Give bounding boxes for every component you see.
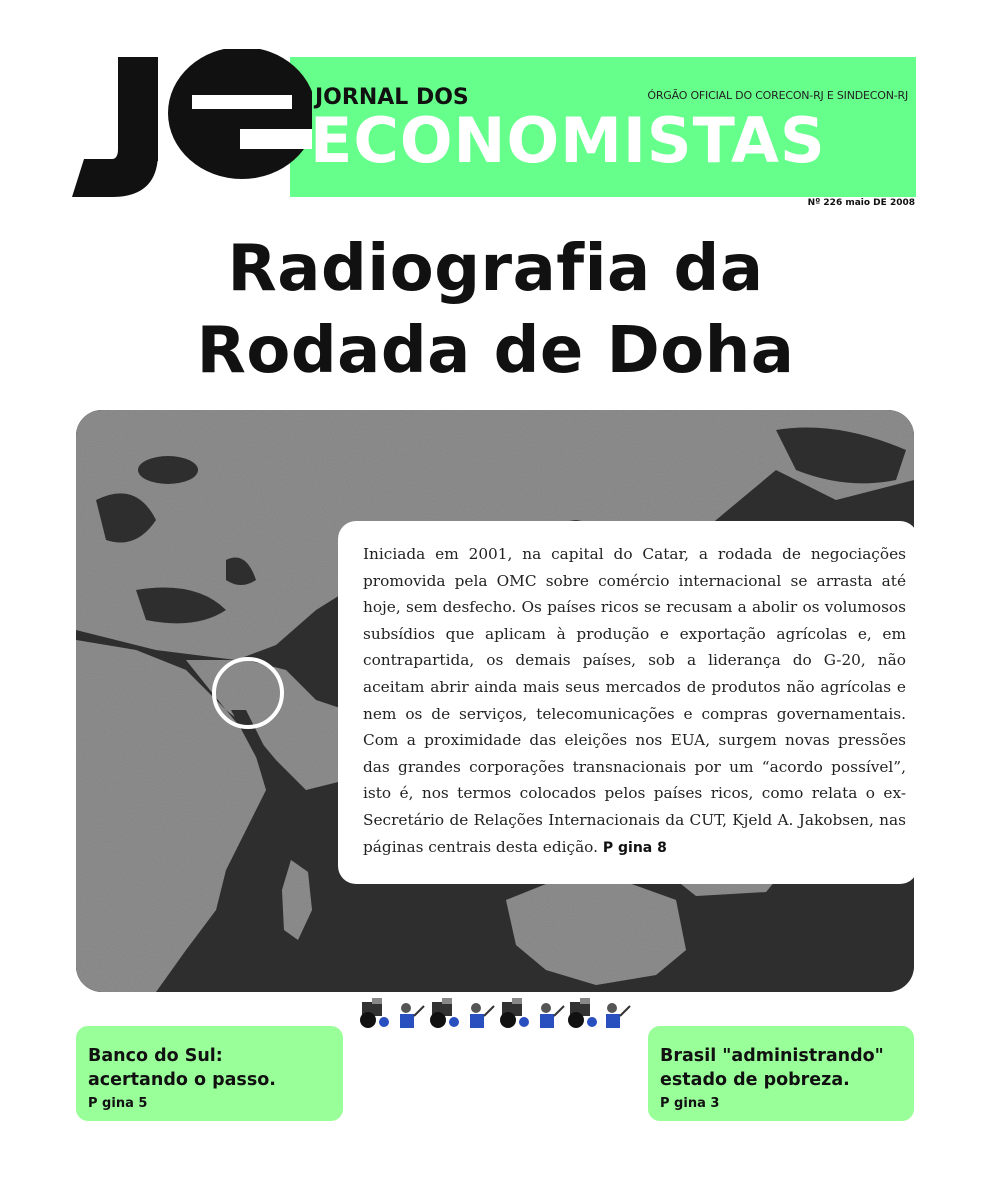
je-logo	[72, 49, 312, 205]
tractor-icon	[568, 998, 597, 1028]
farmer-icon	[470, 1003, 494, 1028]
teaser-brasil-pobreza[interactable]	[648, 1026, 914, 1121]
headline-line2: Rodada de Doha	[196, 314, 795, 388]
teaser-title-line1: Brasil "administrando"	[660, 1046, 884, 1066]
farmer-icon	[540, 1003, 564, 1028]
tractor-icon	[430, 998, 459, 1028]
farmer-icon	[400, 1003, 424, 1028]
masthead	[72, 55, 916, 200]
icon-strip	[358, 996, 634, 1030]
article-body: Iniciada em 2001, na capital do Catar, a rodada de negociações promovida pela OMC sobre comércio internacional se arrasta até hoje, sem desfecho. Os países ricos se recusam a abolir os volumosos subsídios que aplicam à produção e exportação agrícolas e, em contrapartida, os demais países, sob a liderança do G-20, não aceitam abrir ainda mais seus mercados de produtos não agrícolas e nem os de serviços, telecomunicações e compras governamentais. Com a proximidade das eleições nos EUA, surgem novas pressões das grandes corporações transnacionais por um “acordo possível”, isto é, nos termos colocados pelos países ricos, como relata o ex-Secretário de Relações Internacionais da CUT, Kjeld A. Jakobsen, nas páginas centrais desta edição.	[363, 545, 906, 856]
masthead-subtitle: ÓRGÃO OFICIAL DO CORECON-RJ E SINDECON-RJ	[647, 89, 908, 102]
teaser-page-ref: P gina 3	[660, 1096, 720, 1111]
issue-number: Nº 226 maio DE 2008	[807, 198, 915, 208]
masthead-title: ECONOMISTAS	[310, 104, 826, 177]
teaser-banco-do-sul[interactable]	[76, 1026, 343, 1121]
teaser-title-line1: Banco do Sul:	[88, 1046, 223, 1066]
farmer-icon	[606, 1003, 630, 1028]
headline-line1: Radiografia da	[227, 232, 764, 306]
headline	[0, 228, 991, 392]
teaser-title-line2: acertando o passo.	[88, 1070, 276, 1090]
masthead-line1: JORNAL DOS	[315, 85, 469, 110]
tractor-icon	[500, 998, 529, 1028]
teaser-title-line2: estado de pobreza.	[660, 1070, 850, 1090]
tractor-icon	[360, 998, 389, 1028]
article-page-ref[interactable]: P gina 8	[602, 839, 667, 856]
article-box	[338, 521, 918, 884]
teaser-page-ref: P gina 5	[88, 1096, 148, 1111]
article-text	[363, 541, 906, 861]
